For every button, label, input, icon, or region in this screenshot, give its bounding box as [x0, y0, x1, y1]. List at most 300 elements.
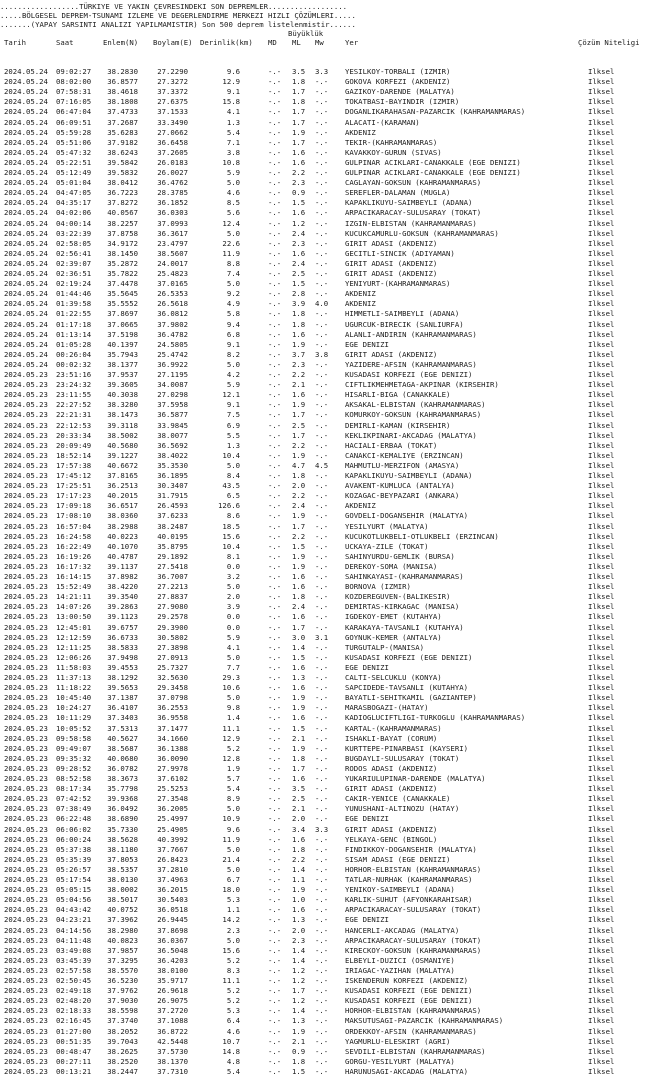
longitude-cell: 36.4203: [157, 955, 188, 965]
latitude-cell: 39.7043: [107, 1036, 138, 1046]
depth-cell: 1.3: [226, 440, 240, 450]
md-cell: -.-: [268, 632, 282, 642]
mw-cell: -.-: [315, 450, 329, 460]
solution-cell: Ilksel: [588, 319, 615, 329]
md-cell: -.-: [268, 662, 282, 672]
time-cell: 02:19:24: [56, 279, 92, 289]
table-row: [0, 259, 645, 269]
ml-cell: 1.7: [292, 430, 306, 440]
date-cell: 2024.05.23: [4, 885, 48, 895]
location-cell: KUCUKCAMURLU-GOKSUN (KAHRAMANMARAS): [345, 228, 499, 238]
depth-cell: 10.9: [222, 814, 240, 824]
table-row: [0, 1037, 645, 1047]
mw-cell: -.-: [315, 753, 329, 763]
date-cell: 2024.05.23: [4, 743, 48, 753]
mw-cell: -.-: [315, 713, 329, 723]
depth-cell: 0.0: [226, 612, 240, 622]
mw-cell: -.-: [315, 380, 329, 390]
md-cell: -.-: [268, 198, 282, 208]
latitude-cell: 38.0130: [107, 875, 138, 884]
longitude-cell: 29.2578: [157, 612, 188, 622]
md-cell: -.-: [268, 1066, 282, 1076]
longitude-cell: 34.1660: [157, 733, 188, 743]
latitude-cell: 37.9030: [107, 996, 138, 1006]
mw-cell: -.-: [315, 582, 329, 592]
location-cell: DEMIRTAS-KIRKAGAC (MANISA): [345, 602, 460, 612]
ml-cell: 4.7: [292, 460, 306, 470]
longitude-cell: 29.3458: [157, 683, 188, 693]
table-row: [0, 623, 645, 633]
table-row: [0, 97, 645, 107]
latitude-cell: 37.9857: [107, 945, 138, 955]
time-cell: 01:27:00: [56, 1026, 92, 1036]
mw-cell: -.-: [315, 228, 329, 238]
solution-cell: Ilksel: [588, 541, 615, 551]
latitude-cell: 37.5313: [107, 723, 138, 733]
time-cell: 04:35:17: [56, 198, 92, 208]
table-row: [0, 370, 645, 380]
solution-cell: Ilksel: [588, 683, 615, 693]
mw-cell: -.-: [315, 410, 329, 420]
mw-cell: -.-: [315, 814, 329, 824]
ml-cell: 1.6: [292, 248, 306, 258]
mw-cell: -.-: [315, 1016, 329, 1026]
mw-cell: 4.0: [315, 299, 329, 309]
table-row: [0, 986, 645, 996]
col-header-solution: Çözüm Niteligi: [578, 38, 640, 47]
time-cell: 05:59:28: [56, 127, 92, 137]
ml-cell: 2.2: [292, 531, 306, 541]
mw-cell: 3.3: [315, 67, 329, 76]
solution-cell: Ilksel: [588, 713, 615, 723]
col-header-md: MD: [268, 38, 277, 47]
date-cell: 2024.05.23: [4, 511, 48, 521]
md-cell: -.-: [268, 339, 282, 349]
longitude-cell: 28.3785: [157, 188, 188, 198]
table-row: [0, 663, 645, 673]
col-header-longitude: Boylam(E): [153, 38, 193, 47]
solution-cell: Ilksel: [588, 945, 615, 955]
ml-cell: 1.0: [292, 895, 306, 905]
location-cell: GAZIKOY-DARENDE (MALATYA): [345, 87, 455, 97]
latitude-cell: 37.8165: [107, 471, 138, 480]
latitude-cell: 37.8053: [107, 854, 138, 864]
depth-cell: 5.4: [226, 784, 240, 794]
latitude-cell: 38.1180: [107, 844, 138, 854]
md-cell: -.-: [268, 319, 282, 329]
longitude-cell: 24.5805: [157, 339, 188, 349]
ml-cell: 1.4: [292, 864, 306, 874]
depth-cell: 7.4: [226, 269, 240, 278]
date-cell: 2024.05.23: [4, 804, 48, 814]
md-cell: -.-: [268, 895, 282, 905]
longitude-cell: 40.0195: [157, 531, 188, 541]
md-cell: -.-: [268, 238, 282, 248]
date-cell: 2024.05.23: [4, 652, 48, 662]
ml-cell: 1.5: [292, 1066, 306, 1076]
location-cell: CALTI-SELCUKLU (KONYA): [345, 673, 442, 682]
date-cell: 2024.05.23: [4, 945, 48, 955]
latitude-cell: 39.9368: [107, 794, 138, 804]
longitude-cell: 25.4742: [157, 349, 188, 359]
mw-cell: -.-: [315, 945, 329, 955]
md-cell: -.-: [268, 642, 282, 652]
date-cell: 2024.05.23: [4, 390, 48, 400]
longitude-cell: 36.9922: [157, 359, 188, 369]
depth-cell: 1.9: [226, 763, 240, 773]
md-cell: -.-: [268, 178, 282, 188]
date-cell: 2024.05.23: [4, 380, 48, 390]
md-cell: -.-: [268, 147, 282, 157]
md-cell: -.-: [268, 945, 282, 955]
date-cell: 2024.05.23: [4, 935, 48, 945]
table-row: [0, 239, 645, 249]
mw-cell: -.-: [315, 339, 329, 349]
time-cell: 09:02:27: [56, 67, 92, 76]
latitude-cell: 40.3038: [107, 390, 138, 400]
latitude-cell: 37.8272: [107, 198, 138, 208]
depth-cell: 5.0: [226, 228, 240, 238]
date-cell: 2024.05.23: [4, 521, 48, 531]
date-cell: 2024.05.24: [4, 107, 48, 117]
mw-cell: -.-: [315, 279, 329, 289]
longitude-cell: 38.0077: [157, 430, 188, 440]
location-cell: ARPACIKARACAY-SULUSARAY (TOKAT): [345, 935, 482, 945]
time-cell: 06:22:48: [56, 814, 92, 824]
depth-cell: 8.2: [226, 349, 240, 359]
location-cell: AKDENIZ: [345, 289, 376, 299]
ml-cell: 1.7: [292, 986, 306, 996]
mw-cell: -.-: [315, 511, 329, 521]
time-cell: 08:52:58: [56, 774, 92, 783]
location-cell: SEREFLER-DALAMAN (MUGLA): [345, 188, 451, 198]
table-row: [0, 87, 645, 97]
ml-cell: 1.6: [292, 905, 306, 915]
depth-cell: 4.2: [226, 370, 240, 379]
time-cell: 11:18:22: [56, 683, 92, 693]
time-cell: 22:12:53: [56, 420, 92, 430]
ml-cell: 2.2: [292, 370, 306, 379]
time-cell: 01:44:46: [56, 289, 92, 299]
location-cell: HANCERLI-AKCADAG (MALATYA): [345, 925, 460, 935]
time-cell: 06:09:51: [56, 117, 92, 127]
table-row: [0, 1067, 645, 1077]
time-cell: 12:11:25: [56, 642, 92, 652]
table-row: [0, 572, 645, 582]
table-row: [0, 562, 645, 572]
time-cell: 18:52:14: [56, 450, 92, 460]
latitude-cell: 39.3540: [107, 592, 138, 602]
latitude-cell: 35.7943: [107, 349, 138, 359]
solution-cell: Ilksel: [588, 592, 615, 602]
date-cell: 2024.05.23: [4, 733, 48, 743]
depth-cell: 5.2: [226, 986, 240, 996]
mw-cell: -.-: [315, 400, 329, 410]
longitude-cell: 37.5730: [157, 1046, 188, 1056]
latitude-cell: 36.6733: [107, 632, 138, 642]
latitude-cell: 38.1450: [107, 248, 138, 258]
location-cell: GIRIT ADASI (AKDENIZ): [345, 824, 438, 834]
ml-cell: 1.5: [292, 279, 306, 289]
solution-cell: Ilksel: [588, 1016, 615, 1026]
solution-cell: Ilksel: [588, 986, 615, 996]
md-cell: -.-: [268, 582, 282, 592]
latitude-cell: 38.2988: [107, 521, 138, 531]
solution-cell: Ilksel: [588, 349, 615, 359]
ml-cell: 1.9: [292, 561, 306, 571]
mw-cell: 3.1: [315, 632, 329, 642]
longitude-cell: 30.5802: [157, 632, 188, 642]
md-cell: -.-: [268, 935, 282, 945]
mw-cell: -.-: [315, 905, 329, 915]
mw-cell: -.-: [315, 370, 329, 379]
longitude-cell: 29.3900: [157, 622, 188, 632]
depth-cell: 5.0: [226, 279, 240, 289]
depth-cell: 15.6: [222, 945, 240, 955]
ml-cell: 2.8: [292, 289, 306, 299]
table-row: [0, 764, 645, 774]
md-cell: -.-: [268, 218, 282, 228]
location-cell: UCKAYA-ZILE (TOKAT): [345, 541, 429, 551]
depth-cell: 5.0: [226, 804, 240, 814]
time-cell: 04:47:05: [56, 188, 92, 198]
longitude-cell: 40.3992: [157, 834, 188, 844]
solution-cell: Ilksel: [588, 915, 615, 925]
ml-cell: 2.2: [292, 440, 306, 450]
location-cell: EGE DENIZI: [345, 339, 389, 349]
latitude-cell: 36.4107: [107, 703, 138, 713]
longitude-cell: 36.4762: [157, 178, 188, 188]
solution-cell: Ilksel: [588, 885, 615, 895]
md-cell: -.-: [268, 87, 282, 97]
solution-cell: Ilksel: [588, 733, 615, 743]
ml-cell: 1.7: [292, 107, 306, 117]
md-cell: -.-: [268, 450, 282, 460]
table-row: [0, 713, 645, 723]
time-cell: 22:21:31: [56, 410, 92, 420]
mw-cell: -.-: [315, 238, 329, 248]
location-cell: ARPACIKARACAY-SULUSARAY (TOKAT): [345, 208, 482, 218]
longitude-cell: 42.5448: [157, 1036, 188, 1046]
table-row: [0, 633, 645, 643]
table-row: [0, 1047, 645, 1057]
latitude-cell: 36.8577: [107, 77, 138, 87]
md-cell: -.-: [268, 258, 282, 268]
table-row: [0, 794, 645, 804]
latitude-cell: 40.6672: [107, 460, 138, 470]
location-cell: YESILYURT (MALATYA): [345, 521, 429, 531]
table-row: [0, 148, 645, 158]
time-cell: 05:04:56: [56, 895, 92, 905]
solution-cell: Ilksel: [588, 673, 615, 682]
solution-cell: Ilksel: [588, 753, 615, 763]
location-cell: DEMIRLI-KAMAN (KIRSEHIR): [345, 420, 451, 430]
longitude-cell: 37.1533: [157, 107, 188, 117]
depth-cell: 5.2: [226, 743, 240, 753]
table-row: [0, 724, 645, 734]
location-cell: HORHOR-ELBISTAN (KAHRAMANMARAS): [345, 864, 482, 874]
md-cell: -.-: [268, 561, 282, 571]
solution-cell: Ilksel: [588, 582, 615, 592]
solution-cell: Ilksel: [588, 501, 615, 511]
md-cell: -.-: [268, 531, 282, 541]
ml-cell: 1.5: [292, 541, 306, 551]
ml-cell: 2.4: [292, 501, 306, 511]
location-cell: YENIYURT-(KAHRAMANMARAS): [345, 279, 451, 289]
table-row: [0, 168, 645, 178]
mw-cell: -.-: [315, 885, 329, 895]
table-row: [0, 612, 645, 622]
solution-cell: Ilksel: [588, 380, 615, 390]
md-cell: -.-: [268, 370, 282, 379]
md-cell: -.-: [268, 723, 282, 733]
longitude-cell: 34.0087: [157, 380, 188, 390]
table-row: [0, 208, 645, 218]
mw-cell: -.-: [315, 329, 329, 339]
table-row: [0, 814, 645, 824]
mw-cell: -.-: [315, 935, 329, 945]
solution-cell: Ilksel: [588, 208, 615, 218]
table-row: [0, 309, 645, 319]
table-row: [0, 118, 645, 128]
solution-cell: Ilksel: [588, 238, 615, 248]
date-cell: 2024.05.23: [4, 622, 48, 632]
solution-cell: Ilksel: [588, 329, 615, 339]
mw-cell: -.-: [315, 1006, 329, 1016]
table-row: [0, 956, 645, 966]
date-cell: 2024.05.23: [4, 713, 48, 723]
date-cell: 2024.05.23: [4, 370, 48, 379]
md-cell: -.-: [268, 1036, 282, 1046]
longitude-cell: 25.4823: [157, 269, 188, 278]
ml-cell: 1.9: [292, 400, 306, 410]
solution-cell: Ilksel: [588, 218, 615, 228]
longitude-cell: 37.2810: [157, 864, 188, 874]
md-cell: -.-: [268, 733, 282, 743]
md-cell: -.-: [268, 854, 282, 864]
location-cell: GIRIT ADASI (AKDENIZ): [345, 258, 438, 268]
md-cell: -.-: [268, 844, 282, 854]
solution-cell: Ilksel: [588, 1036, 615, 1046]
ml-cell: 1.2: [292, 965, 306, 975]
mw-cell: -.-: [315, 77, 329, 87]
ml-cell: 2.3: [292, 935, 306, 945]
ml-cell: 1.9: [292, 743, 306, 753]
solution-cell: Ilksel: [588, 127, 615, 137]
longitude-cell: 26.4593: [157, 501, 188, 511]
date-cell: 2024.05.24: [4, 67, 48, 76]
solution-cell: Ilksel: [588, 996, 615, 1006]
md-cell: -.-: [268, 137, 282, 147]
time-cell: 07:16:05: [56, 97, 92, 107]
column-header-row: [0, 38, 645, 48]
time-cell: 05:35:39: [56, 854, 92, 864]
date-cell: 2024.05.24: [4, 309, 48, 319]
mw-cell: -.-: [315, 965, 329, 975]
location-cell: ALACATI-(KARAMAN): [345, 117, 420, 127]
location-cell: KARLIK-SUHUT (AFYONKARAHISAR): [345, 895, 473, 905]
depth-cell: 12.1: [222, 390, 240, 400]
md-cell: -.-: [268, 683, 282, 693]
mw-cell: 3.3: [315, 824, 329, 834]
date-cell: 2024.05.23: [4, 642, 48, 652]
date-cell: 2024.05.23: [4, 955, 48, 965]
solution-cell: Ilksel: [588, 804, 615, 814]
longitude-cell: 31.7915: [157, 491, 188, 501]
ml-cell: 3.0: [292, 632, 306, 642]
date-cell: 2024.05.23: [4, 582, 48, 592]
solution-cell: Ilksel: [588, 895, 615, 905]
location-cell: SEVDILI-ELBISTAN (KAHRAMANMARAS): [345, 1046, 486, 1056]
md-cell: -.-: [268, 612, 282, 622]
mw-cell: -.-: [315, 157, 329, 167]
md-cell: -.-: [268, 471, 282, 480]
md-cell: -.-: [268, 976, 282, 985]
md-cell: -.-: [268, 965, 282, 975]
time-cell: 03:22:39: [56, 228, 92, 238]
longitude-cell: 36.5048: [157, 945, 188, 955]
table-row: [0, 522, 645, 532]
latitude-cell: 39.3605: [107, 380, 138, 390]
latitude-cell: 38.5570: [107, 965, 138, 975]
depth-cell: 9.8: [226, 703, 240, 713]
latitude-cell: 35.5645: [107, 289, 138, 299]
table-row: [0, 431, 645, 441]
depth-cell: 14.2: [222, 915, 240, 925]
location-cell: GULPINAR ACIKLARI-CANAKKALE (EGE DENIZI): [345, 168, 521, 177]
mw-cell: -.-: [315, 844, 329, 854]
md-cell: -.-: [268, 380, 282, 390]
table-row: [0, 542, 645, 552]
depth-cell: 9.6: [226, 67, 240, 76]
solution-cell: Ilksel: [588, 157, 615, 167]
longitude-cell: 36.5692: [157, 440, 188, 450]
solution-cell: Ilksel: [588, 824, 615, 834]
date-cell: 2024.05.24: [4, 208, 48, 218]
time-cell: 11:37:13: [56, 673, 92, 682]
depth-cell: 10.8: [222, 157, 240, 167]
table-row: [0, 320, 645, 330]
solution-cell: Ilksel: [588, 400, 615, 410]
latitude-cell: 38.3280: [107, 400, 138, 410]
location-cell: KARTAL-(KAHRAMANMARAS): [345, 723, 442, 733]
mw-cell: -.-: [315, 481, 329, 491]
depth-cell: 12.8: [222, 753, 240, 763]
ml-cell: 1.8: [292, 844, 306, 854]
depth-cell: 15.6: [222, 531, 240, 541]
table-row: [0, 229, 645, 239]
md-cell: -.-: [268, 279, 282, 289]
table-row: [0, 380, 645, 390]
depth-cell: 6.8: [226, 329, 240, 339]
solution-cell: Ilksel: [588, 420, 615, 430]
date-cell: 2024.05.24: [4, 188, 48, 198]
solution-cell: Ilksel: [588, 1006, 615, 1016]
location-cell: GIRIT ADASI (AKDENIZ): [345, 269, 438, 278]
depth-cell: 4.8: [226, 1056, 240, 1066]
longitude-cell: 27.1195: [157, 370, 188, 379]
latitude-cell: 35.7822: [107, 269, 138, 278]
longitude-cell: 36.5877: [157, 410, 188, 420]
solution-cell: Ilksel: [588, 1046, 615, 1056]
depth-cell: 18.0: [222, 885, 240, 895]
solution-cell: Ilksel: [588, 269, 615, 278]
ml-cell: 1.9: [292, 693, 306, 703]
longitude-cell: 27.9978: [157, 763, 188, 773]
date-cell: 2024.05.23: [4, 450, 48, 460]
longitude-cell: 36.1388: [157, 743, 188, 753]
location-cell: CIFTLIKMEHMETAGA-AKPINAR (KIRSEHIR): [345, 380, 499, 390]
